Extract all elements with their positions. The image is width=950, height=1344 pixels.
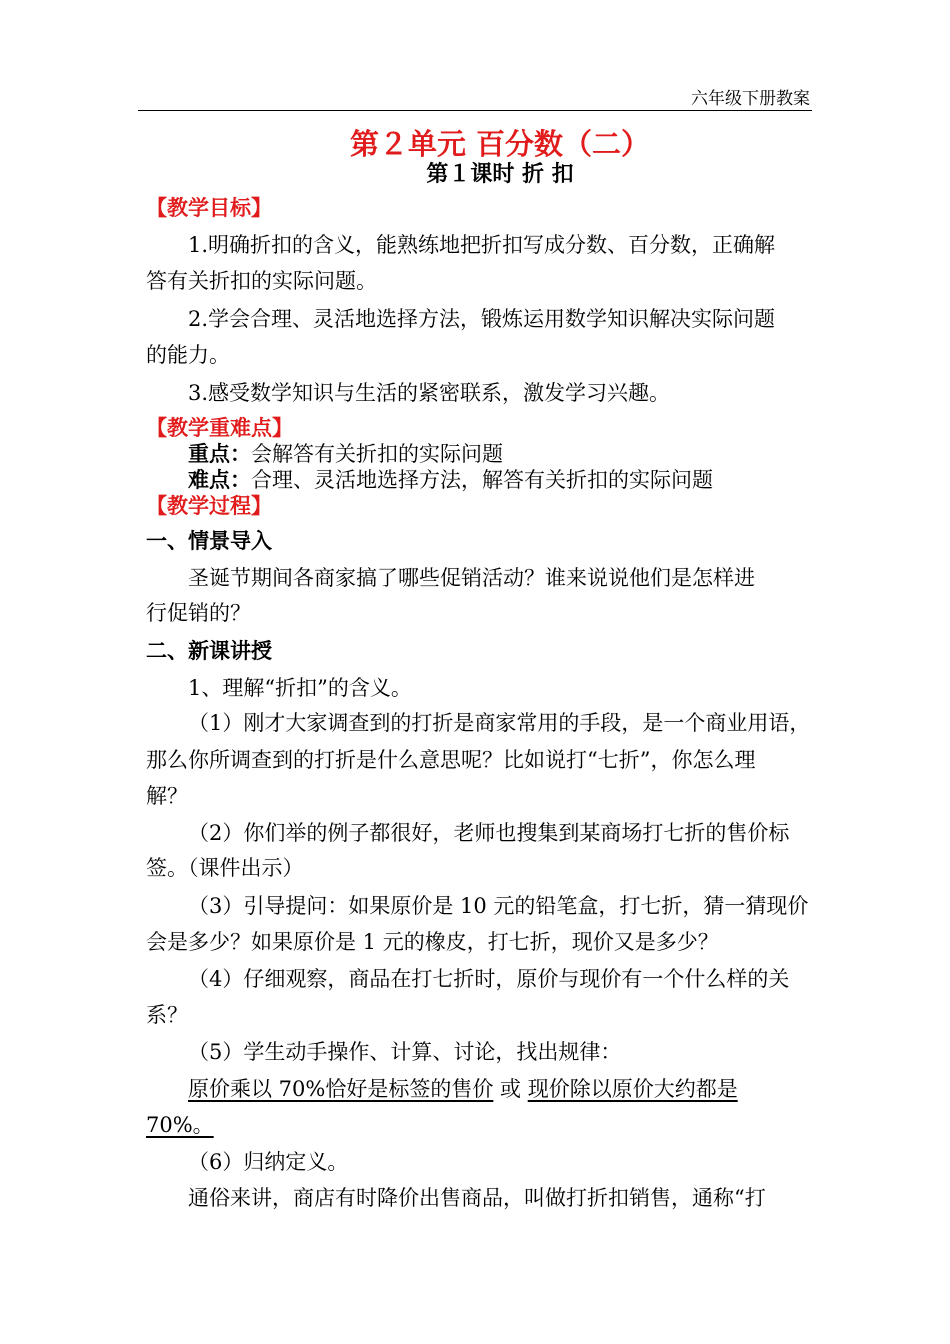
paragraph-line: 解？ — [146, 784, 188, 808]
paragraph-line: 会是多少？如果原价是 1 元的橡皮，打七折，现价又是多少？ — [146, 930, 719, 954]
lesson-title: 第１课时 折 扣 — [426, 162, 574, 187]
header-rule — [138, 110, 812, 111]
keypoints-heading: 【教学重难点】 — [146, 416, 293, 440]
paragraph-line: （5）学生动手操作、计算、讨论，找出规律： — [188, 1040, 622, 1064]
rule-c: 70%。 — [146, 1113, 214, 1137]
paragraph-line: （3）引导提问：如果原价是 10 元的铅笔盒，打七折，猜一猜现价 — [188, 894, 809, 918]
rule-line — [146, 1110, 214, 1140]
rule-b: 现价除以原价大约都是 — [527, 1077, 738, 1101]
paragraph-line: （6）归纳定义。 — [188, 1150, 349, 1174]
rule-line — [188, 1074, 738, 1104]
paragraph-line: （1）刚才大家调查到的打折是商家常用的手段，是一个商业用语， — [188, 711, 811, 735]
rule-a: 原价乘以 70%恰好是标签的售价 — [188, 1077, 494, 1101]
paragraph-line: 那么你所调查到的打折是什么意思呢？比如说打“七折”，你怎么理 — [146, 748, 756, 772]
key-point-label: 重点： — [188, 442, 251, 466]
goal-line: 1.明确折扣的含义，能熟练地把折扣写成分数、百分数，正确解 — [188, 233, 776, 257]
goal-line: 的能力。 — [146, 343, 230, 367]
key-point-text: 会解答有关折扣的实际问题 — [251, 442, 503, 466]
goal-line: 3.感受数学知识与生活的紧密联系，激发学习兴趣。 — [188, 381, 671, 405]
paragraph-line: 签。（课件出示） — [146, 856, 304, 880]
paragraph-line: 系？ — [146, 1003, 188, 1027]
difficult-point-text: 合理、灵活地选择方法，解答有关折扣的实际问题 — [251, 468, 713, 492]
goal-line: 2.学会合理、灵活地选择方法，锻炼运用数学知识解决实际问题 — [188, 307, 776, 331]
part1-title: 一、情景导入 — [146, 529, 272, 553]
part2-title: 二、新课讲授 — [146, 639, 272, 663]
paragraph-line: （4）仔细观察，商品在打七折时，原价与现价有一个什么样的关 — [188, 967, 790, 991]
paragraph-line: 通俗来讲，商店有时降价出售商品，叫做打折扣销售，通称“打 — [188, 1186, 766, 1210]
goals-heading: 【教学目标】 — [146, 196, 272, 220]
running-header: 六年级下册教案 — [691, 89, 810, 109]
paragraph-line: （2）你们举的例子都很好，老师也搜集到某商场打七折的售价标 — [188, 821, 790, 845]
rule-or: 或 — [493, 1077, 528, 1101]
goal-line: 答有关折扣的实际问题。 — [146, 269, 377, 293]
paragraph-line: 圣诞节期间各商家搞了哪些促销活动？谁来说说他们是怎样进 — [188, 566, 755, 590]
paragraph-line: 行促销的？ — [146, 601, 251, 625]
unit-title: 第２单元 百分数（二） — [349, 127, 651, 161]
process-heading: 【教学过程】 — [146, 494, 272, 518]
difficult-point-label: 难点： — [188, 468, 251, 492]
paragraph-line: 1、理解“折扣”的含义。 — [188, 676, 412, 700]
